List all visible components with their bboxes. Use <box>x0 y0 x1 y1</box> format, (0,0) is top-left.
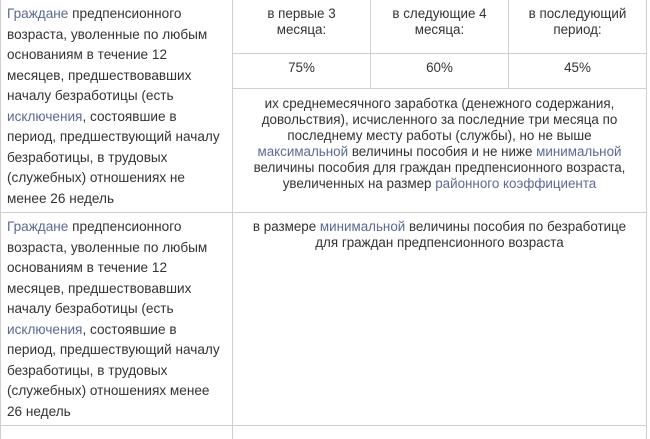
minimum-benefit-link[interactable]: минимальной <box>319 219 406 234</box>
category-line: месяцев, предшествовавших <box>7 67 192 83</box>
period-header-next-4-months: в следующие 4 месяца: <box>371 0 509 54</box>
category-cell-1 <box>1 0 233 213</box>
maximum-benefit-link[interactable]: максимальной <box>257 144 349 159</box>
category-line: месяцев, предшествовавших <box>7 280 192 296</box>
empty-cell <box>233 426 647 439</box>
category-line: основаниям в течение 12 <box>7 47 168 62</box>
category-line: (служебных) отношениях не <box>7 170 185 185</box>
period-header-first-3-months: в первые 3 месяца: <box>233 0 371 54</box>
category-line: период, предшествующий началу <box>7 129 220 144</box>
category-line: исключения, состоявшие в <box>7 321 177 337</box>
percent-next-4-months: 60% <box>371 54 509 89</box>
minimum-benefit-description: в размере минимальной величины пособия по безработице для граждан предпенсионного возраста <box>233 213 647 426</box>
exceptions-link[interactable]: исключения <box>7 108 83 124</box>
category-line: возраста, уволенные по любым <box>7 26 208 42</box>
category-line: началу безработицы (есть <box>7 301 174 316</box>
period-header-subsequent: в последующий период: <box>509 0 647 54</box>
table-row <box>1 213 647 426</box>
regional-coefficient-link[interactable]: районного коэффициента <box>435 176 597 191</box>
category-line: безработицы, в трудовых <box>7 149 168 165</box>
category-line: Граждане предпенсионного <box>7 219 182 234</box>
category-line: период, предшествующий началу <box>7 342 220 357</box>
citizens-link[interactable]: Граждане <box>7 219 69 234</box>
exceptions-link[interactable]: исключения <box>7 321 83 337</box>
table-row <box>1 426 647 439</box>
category-line: (служебных) отношениях менее <box>7 383 210 398</box>
empty-cell <box>1 426 233 439</box>
category-line: Граждане предпенсионного <box>7 6 182 21</box>
category-line: основаниям в течение 12 <box>7 260 168 275</box>
citizens-link[interactable]: Граждане <box>7 6 69 21</box>
category-line: возраста, уволенные по любым <box>7 239 208 255</box>
category-cell-2 <box>1 213 233 426</box>
percent-first-3-months: 75% <box>233 54 371 89</box>
benefit-description: их среднемесячного заработка (денежного содержания, довольствия), исчисленного за последние три месяца по последнему месту работы (службы), но не выше максимальной величины пособия и не ниже минимальной величины пособия для граждан предпенсионного возраста, увеличенных на размер районного коэффициента <box>233 89 647 213</box>
category-line: исключения, состоявшие в <box>7 108 177 124</box>
category-line: менее 26 недель <box>7 190 115 206</box>
category-line: началу безработицы (есть <box>7 88 174 103</box>
percent-subsequent: 45% <box>509 54 647 89</box>
minimum-benefit-link[interactable]: минимальной <box>536 144 622 159</box>
table-row <box>1 0 647 54</box>
category-line: 26 недель <box>7 403 71 419</box>
category-line: безработицы, в трудовых <box>7 362 168 378</box>
